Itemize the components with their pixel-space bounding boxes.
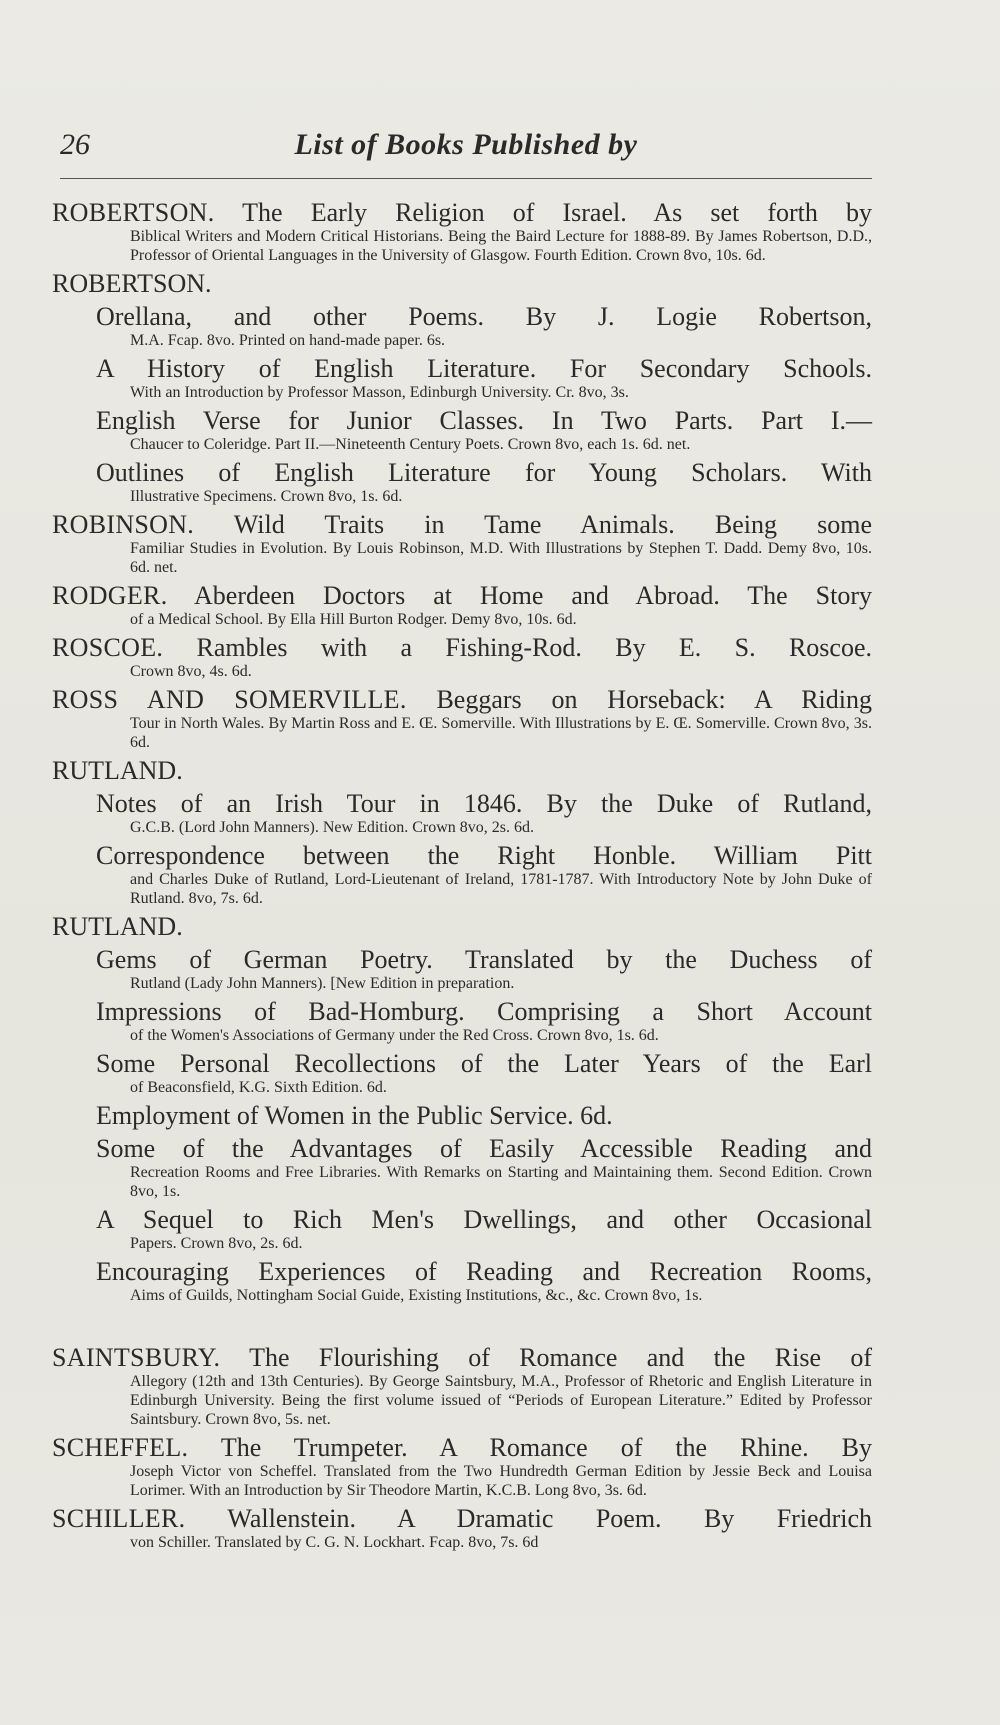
book-details: G.C.B. (Lord John Manners). New Edition. Crown 8vo, 2s. 6d. [130,819,534,836]
book-title: Some of the Advantages of Easily Accessible Reading and [96,1134,872,1163]
book-details: Allegory (12th and 13th Centuries). By George Saintsbury, M.A., Professor of Rhetoric and English Literature in Edinburgh University. Being the first volume issued of “Periods of European Literature.” Edited by Professor Saintsbury. Crown 8vo, 5s. net. [130,1373,872,1428]
book-entry [52,685,872,752]
book-title: The Early Religion of Israel. As set forth by [242,198,873,227]
book-title: A History of English Literature. For Secondary Schools. [96,354,872,383]
author-name: SCHEFFEL. [52,1433,189,1462]
page-header [60,120,872,168]
book-entry [52,510,872,577]
entry-headline [52,841,872,870]
author-group-heading [52,912,872,941]
entry-headline [52,406,872,435]
author-name: RUTLAND. [52,756,183,785]
book-details: Familiar Studies in Evolution. By Louis Robinson, M.D. With Illustrations by Stephen T. Dadd. Demy 8vo, 10s. 6d. net. [130,540,872,576]
book-details: Tour in North Wales. By Martin Ross and E. Œ. Somerville. With Illustrations by E. Œ. Somerville. Crown 8vo, 3s. 6d. [130,715,872,751]
book-title: Orellana, and other Poems. By J. Logie Robertson, [96,302,872,331]
author-name: ROSS AND SOMERVILLE. [52,685,407,714]
book-details: Joseph Victor von Scheffel. Translated from the Two Hundredth German Edition by Jessie Beck and Louisa Lorimer. With an Introduction by Sir Theodore Martin, K.C.B. Long 8vo, 3s. 6d. [130,1463,872,1499]
book-details: With an Introduction by Professor Masson, Edinburgh University. Cr. 8vo, 3s. [130,384,629,401]
entry-headline [52,1101,872,1130]
book-entry [52,1504,872,1552]
entry-headline [52,1433,872,1462]
entry-headline [52,1134,872,1163]
book-details: Crown 8vo, 4s. 6d. [130,663,252,680]
book-title: Wallenstein. A Dramatic Poem. By Friedrich [227,1504,872,1533]
book-title: The Flourishing of Romance and the Rise of [249,1343,873,1372]
entry-headline [52,302,872,331]
book-entry [52,1049,872,1097]
book-title: Some Personal Recollections of the Later Years of the Earl [96,1049,872,1078]
book-details: M.A. Fcap. 8vo. Printed on hand-made paper. 6s. [130,332,446,349]
entry-headline [52,945,872,974]
book-title: Correspondence between the Right Honble. William Pitt [96,841,872,870]
catalogue-entries [52,198,872,1556]
book-title: Gems of German Poetry. Translated by the Duchess of [96,945,872,974]
book-title: Employment of Women in the Public Service. 6d. [96,1101,613,1130]
book-title: Beggars on Horseback: A Riding [436,685,872,714]
book-details: Papers. Crown 8vo, 2s. 6d. [130,1235,303,1252]
entry-headline [52,458,872,487]
book-details: and Charles Duke of Rutland, Lord-Lieutenant of Ireland, 1781-1787. With Introductory Note by John Duke of Rutland. 8vo, 7s. 6d. [130,871,872,907]
entry-headline [52,1205,872,1234]
book-entry [52,302,872,350]
book-entry [52,1205,872,1253]
author-name: ROBERTSON. [52,269,212,298]
book-details: Rutland (Lady John Manners). [New Edition in preparation. [130,975,515,992]
book-entry [52,1101,872,1130]
entry-headline [52,633,872,662]
entry-headline [52,510,872,539]
entry-headline [52,1049,872,1078]
entry-headline [52,1504,872,1533]
book-details: of the Women's Associations of Germany under the Red Cross. Crown 8vo, 1s. 6d. [130,1027,659,1044]
book-entry [52,581,872,629]
book-entry [52,1433,872,1500]
author-group-heading [52,756,872,785]
book-details: Chaucer to Coleridge. Part II.—Nineteenth Century Poets. Crown 8vo, each 1s. 6d. net. [130,436,691,453]
book-entry [52,633,872,681]
running-head: List of Books Published by [294,128,638,161]
book-title: A Sequel to Rich Men's Dwellings, and other Occasional [96,1205,872,1234]
book-details: Biblical Writers and Modern Critical Historians. Being the Baird Lecture for 1888-89. By James Robertson, D.D., Professor of Oriental Languages in the University of Glasgow. Fourth Edition. Crown 8vo, 10s. 6d. [130,228,872,264]
page-number: 26 [60,128,90,161]
author-group-heading [52,269,872,298]
book-entry [52,1134,872,1201]
author-name: ROBERTSON. [52,198,215,227]
entry-headline [52,1343,872,1372]
book-details: Illustrative Specimens. Crown 8vo, 1s. 6d. [130,488,403,505]
book-title: Rambles with a Fishing-Rod. By E. S. Roscoe. [196,633,873,662]
book-entry [52,997,872,1045]
header-rule [60,178,872,179]
author-name: ROBINSON. [52,510,195,539]
book-title: Encouraging Experiences of Reading and Recreation Rooms, [96,1257,872,1286]
book-entry [52,458,872,506]
author-name: RODGER. [52,581,168,610]
book-title: Impressions of Bad-Homburg. Comprising a Short Account [96,997,872,1026]
book-details: Recreation Rooms and Free Libraries. With Remarks on Starting and Maintaining them. Second Edition. Crown 8vo, 1s. [130,1164,872,1200]
book-details: of a Medical School. By Ella Hill Burton Rodger. Demy 8vo, 10s. 6d. [130,611,577,628]
book-title: Aberdeen Doctors at Home and Abroad. The Story [194,581,872,610]
author-name: SCHILLER. [52,1504,186,1533]
entry-headline [52,997,872,1026]
entry-headline [52,685,872,714]
book-entry [52,1257,872,1305]
author-name: ROSCOE. [52,633,164,662]
entry-headline [52,198,872,227]
author-name: SAINTSBURY. [52,1343,221,1372]
entry-headline [52,1257,872,1286]
book-entry [52,406,872,454]
book-details: von Schiller. Translated by C. G. N. Lockhart. Fcap. 8vo, 7s. 6d [130,1534,539,1551]
book-details: of Beaconsfield, K.G. Sixth Edition. 6d. [130,1079,387,1096]
book-title: Notes of an Irish Tour in 1846. By the Duke of Rutland, [96,789,872,818]
entry-headline [52,789,872,818]
book-details: Aims of Guilds, Nottingham Social Guide, Existing Institutions, &c., &c. Crown 8vo, 1s. [130,1287,703,1304]
book-title: The Trumpeter. A Romance of the Rhine. By [220,1433,872,1462]
entry-headline [52,354,872,383]
book-title: Wild Traits in Tame Animals. Being some [233,510,872,539]
entry-headline [52,581,872,610]
book-entry [52,1343,872,1429]
book-title: Outlines of English Literature for Young Scholars. With [96,458,872,487]
book-entry [52,789,872,837]
book-entry [52,945,872,993]
book-entry [52,354,872,402]
book-entry [52,841,872,908]
author-name: RUTLAND. [52,912,183,941]
section-gap [52,1309,872,1343]
book-entry [52,198,872,265]
entry-spacer [52,1552,872,1556]
book-title: English Verse for Junior Classes. In Two Parts. Part I.— [96,406,872,435]
